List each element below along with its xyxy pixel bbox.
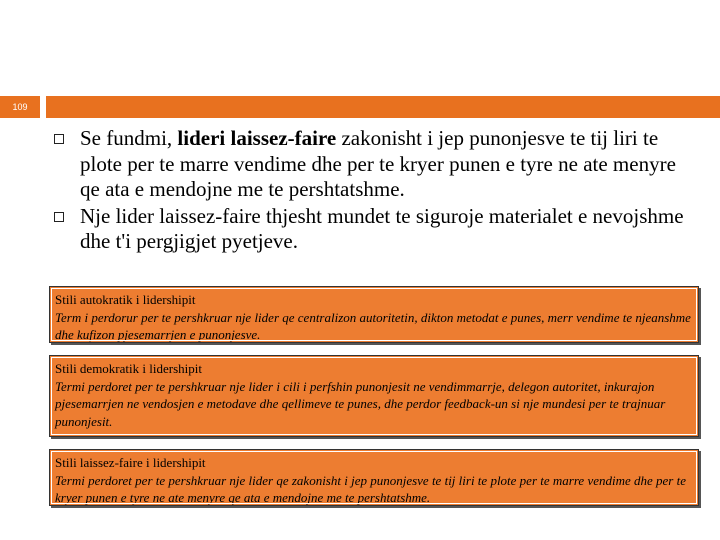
bullet-item [52,126,692,203]
bullet-text: Nje lider laissez-faire thjesht mundet te siguroje materialet e nevojshme dhe t'i pergjigjet pyetjeve. [80,203,684,253]
slide-number: 109 [0,96,40,118]
box-body: Termi perdoret per te pershkruar nje lider qe zakonisht i jep punonjesve te tij liri te plote per te marre vendime dhe per te kryer punen e tyre ne ate menyre qe ata e mendojne me te pershtatshme. [55,472,686,505]
square-bullet-icon [54,212,64,222]
box-title: Stili laissez-faire i lidershipit [55,455,206,470]
definition-box-democratic [49,355,699,437]
bullet-text-prefix: Se fundmi, [80,126,178,150]
box-body: Term i perdorur per te pershkruar nje lider qe centralizon autoritetin, dikton metodat e punes, merr vendime te njeanshme dhe kufizon pjesemarrjen e punonjesve. [55,309,691,342]
box-title: Stili demokratik i lidershipit [55,361,202,376]
bullet-item [52,204,692,255]
bullet-list [52,126,692,256]
definition-box-autocratic [49,286,699,343]
box-body: Termi perdoret per te pershkruar nje lider i cili i perfshin punonjesit ne vendimmarrje, delegon autoritet, inkurajon pjesemarrjen ne vendosjen e metodave dhe qellimeve te punes, dhe perdor feedback-un si nje mundesi per te trajnuar punonjesit. [55,378,666,429]
definition-box-laissez-faire [49,449,699,506]
header-bar [46,96,720,118]
box-title: Stili autokratik i lidershipit [55,292,196,307]
square-bullet-icon [54,134,64,144]
bullet-text-suffix: zakonisht i jep punonjesve te tij liri te plote per te marre vendime dhe per te kryer punen e tyre ne ate menyre qe ata e mendojne me te pershtatshme. [80,126,676,201]
bullet-text-bold: lideri laissez-faire [177,126,337,150]
